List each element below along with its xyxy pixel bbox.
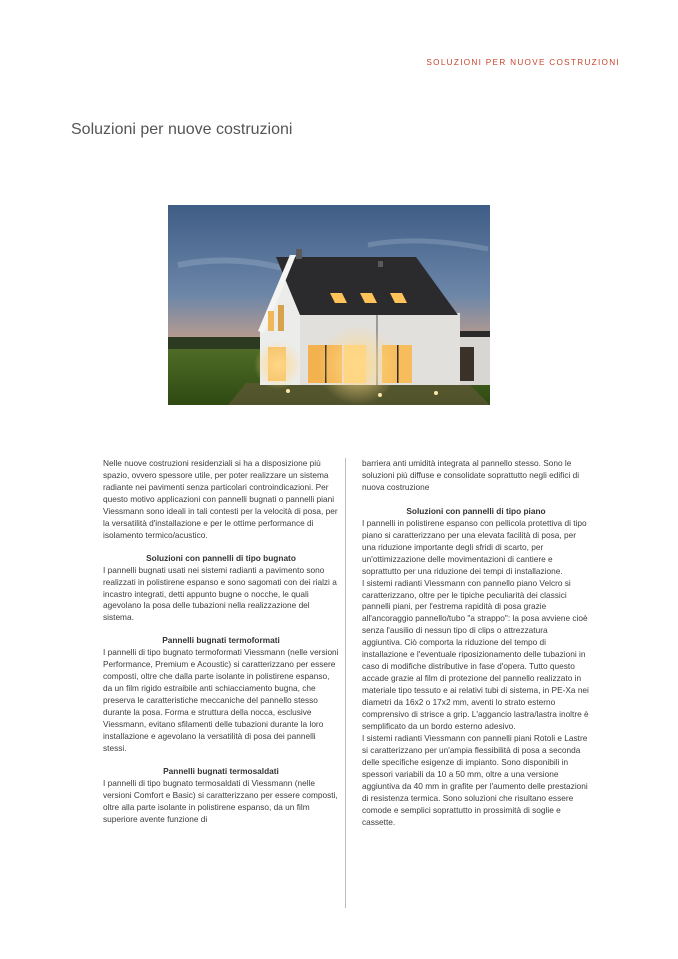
light-glow bbox=[254, 341, 302, 389]
section-body-bugnato: I pannelli bugnati usati nei sistemi radianti a pavimento sono realizzati in polistirene espanso e sono sagomati con dei rialzi a incastro integrati, detti appunto bugne o nocche, le quali agevolano la posa delle tubazioni nella realizzazione del sistema. bbox=[103, 564, 337, 623]
section-heading-bugnato: Soluzioni con pannelli di tipo bugnato bbox=[146, 552, 296, 563]
section-body-piano-3: I sistemi radianti Viessmann con pannelli piani Rotoli e Lastre si caratterizzano per un'ampia flessibilità di posa a seconda delle specifiche esigenze di impianto. Sono disponibili in spessori variabili da 10 a 50 mm, oltre a una versione aggiuntiva da 40 mm in grafite per l'aumento delle prestazioni di resistenza termica. Sono soluzioni che risultano essere comode e semplici soprattutto in prossimità di soglie e cassette. bbox=[362, 732, 588, 827]
continuation-paragraph: barriera anti umidità integrata al pannello stesso. Sono le soluzioni più diffuse e consolidate soprattutto negli edifici di nuova costruzione bbox=[362, 458, 580, 492]
intro-paragraph: Nelle nuove costruzioni residenziali si ha a disposizione più spazio, ovvero spessore utile, per poter realizzare un sistema radiante nei pavimenti senza particolari controindicazioni. Per questo motivo applicazioni con pannelli bugnati o pannelli piani Viessmann sono ideali in tali contesti per la velocità di posa, per la versatilità d'installazione e per le ottime performance di isolamento termico/acustico. bbox=[103, 458, 338, 540]
section-body-termosaldati: I pannelli di tipo bugnato termosaldati di Viessmann (nelle versioni Comfort e Basic) si caratterizzano per essere composti, oltre alla parte isolante in polistirene espanso, da un film superiore avente funzione di bbox=[103, 777, 338, 824]
running-head: SOLUZIONI PER NUOVE COSTRUZIONI bbox=[426, 58, 620, 67]
house-at-dusk-illustration bbox=[168, 205, 490, 405]
chimney bbox=[296, 249, 302, 259]
section-body-termoformati: I pannelli di tipo bugnato termoformati Viessmann (nelle versioni Performance, Premium e Acoustic) si caratterizzano per essere composti, oltre che dalla parte isolante in polistirene espanso, da un film rigido estraibile anti schiacciamento bugna, che preserva le caratteristiche meccaniche del pannello stesso durante la posa. Forma e struttura della nocca, esclusive Viessmann, evitano sfilamenti delle tubazioni durante la loro installazione e agevolano la versatilità di posa dei pannelli stessi. bbox=[103, 647, 339, 753]
garden-light bbox=[286, 389, 290, 393]
garden-light bbox=[434, 391, 438, 395]
column-divider bbox=[345, 458, 346, 908]
vent bbox=[378, 261, 383, 267]
gable-window-upper bbox=[278, 305, 284, 331]
garage-window bbox=[458, 347, 474, 381]
section-heading-termosaldati: Pannelli bugnati termosaldati bbox=[163, 765, 279, 776]
garden-light bbox=[378, 393, 382, 397]
section-body-piano-2: I sistemi radianti Viessmann con pannello piano Velcro si caratterizzano, oltre per le tipiche peculiarità dei classici pannelli piani, per l'estrema rapidità di posa grazie all'ancoraggio pannello/tubo "a strappo": la posa avviene cioè senza l'ausilio di nessun tipo di clips o attrezzatura aggiuntiva. Ciò comporta la riduzione del tempo di installazione e l'eventuale riposizionamento delle tubazioni in caso di modifiche distributive in fase d'opera. Tutto questo accade grazie al film di protezione del pannello realizzato in materiale tipo tessuto e ai relativi tubi di sistema, in PE-Xa nei diametri da 16x2 o 17x2 mm, aventi lo strato esterno comprensivo di strisce a grip. L'aggancio lastra/lastra inoltre è semplificato da un bordo esterno adesivo. bbox=[362, 577, 589, 732]
text-column-right bbox=[362, 458, 590, 829]
hero-image bbox=[168, 205, 490, 405]
light-glow bbox=[318, 325, 398, 405]
text-column-left bbox=[103, 458, 339, 826]
page-title: Soluzioni per nuove costruzioni bbox=[71, 121, 293, 138]
section-heading-termoformati: Pannelli bugnati termoformati bbox=[162, 635, 280, 646]
section-body-piano-1: I pannelli in polistirene espanso con pellicola protettiva di tipo piano si caratterizzano per una elevata facilità di posa, per una riduzione importante degli sfridi di scarto, per un'ottimizzazione delle movimentazioni di cantiere e soprattutto per una riduzione dei tempi di installazione. bbox=[362, 517, 587, 576]
section-heading-piano: Soluzioni con pannelli di tipo piano bbox=[406, 505, 546, 516]
gable-window-upper bbox=[268, 311, 274, 331]
